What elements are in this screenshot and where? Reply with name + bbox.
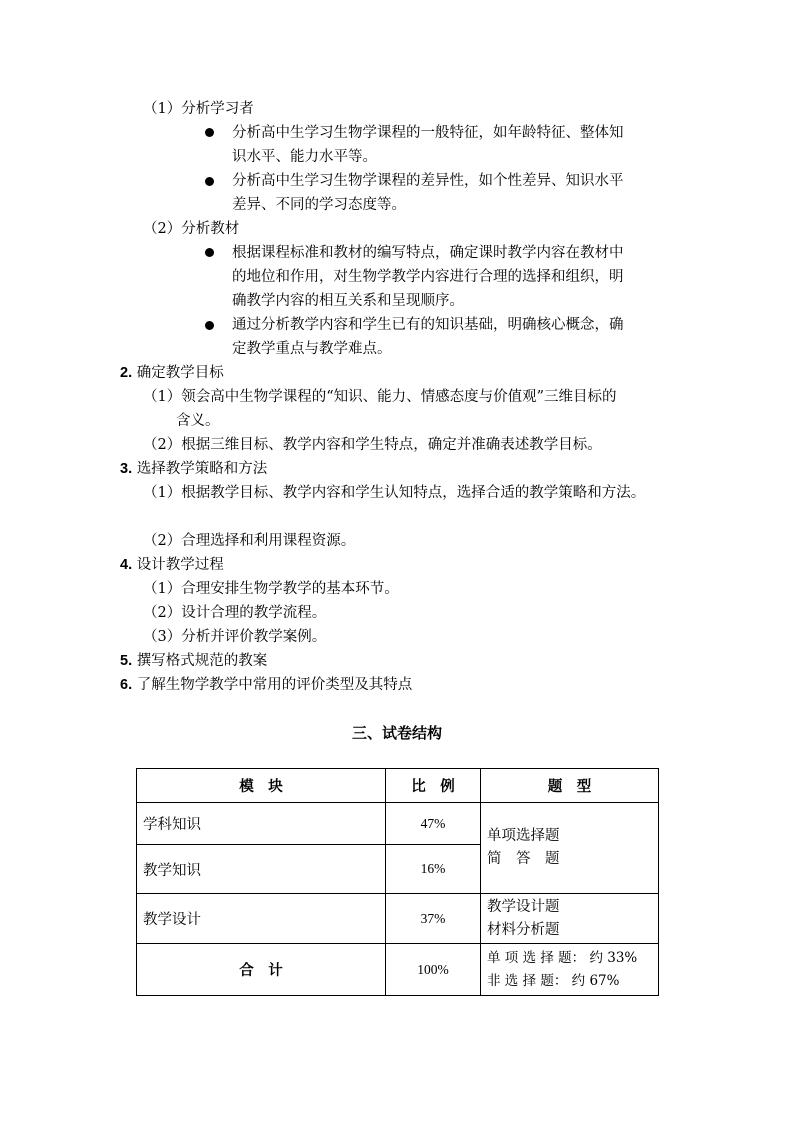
sub-heading-materials: （2）分析教材 [143, 221, 240, 237]
type-cell [481, 894, 659, 944]
item-title: 确定教学目标 [136, 365, 224, 381]
item-title: 设计教学过程 [136, 557, 224, 573]
bullet-text: 识水平、能力水平等。 [232, 149, 377, 165]
list-item-4 [120, 554, 224, 576]
bullet-icon [205, 177, 214, 186]
section-title: 三、试卷结构 [351, 724, 442, 742]
sub-item: （1）合理安排生物学教学的基本环节。 [143, 581, 399, 597]
table-header-row [137, 769, 659, 803]
table-total-row [137, 944, 659, 996]
bullet-text: 分析高中生学习生物学课程的一般特征，如年龄特征、整体知 [232, 125, 624, 141]
module-cell: 教学知识 [137, 845, 386, 894]
header-type: 题 型 [481, 769, 659, 803]
total-type-cell [481, 944, 659, 996]
item-title: 选择教学策略和方法 [136, 461, 268, 477]
type-line: 非 选 择 题： 约 67% [487, 972, 620, 989]
ratio-cell: 37% [386, 894, 481, 944]
bullet-text: 根据课程标准和教材的编写特点，确定课时教学内容在教材中 [232, 245, 624, 261]
bullet-icon [205, 128, 214, 137]
item-number: 5. [120, 653, 133, 669]
module-cell: 教学设计 [137, 894, 386, 944]
sub-item: （2）设计合理的教学流程。 [143, 605, 327, 621]
type-line: 教学设计题 [487, 898, 560, 915]
sub-item: （1）根据教学目标、教学内容和学生认知特点，选择合适的教学策略和方法。 [143, 485, 646, 501]
type-line: 简 答 题 [487, 851, 560, 867]
header-module: 模 块 [137, 769, 386, 803]
bullet-icon [205, 248, 214, 257]
sub-item: （3）分析并评价教学案例。 [143, 629, 327, 645]
item-number: 3. [120, 461, 133, 477]
exam-structure-table [136, 768, 659, 996]
type-cell [481, 803, 659, 894]
ratio-cell: 47% [386, 803, 481, 845]
bullet-icon [205, 321, 214, 330]
total-ratio: 100% [386, 944, 481, 996]
type-line: 材料分析题 [487, 921, 560, 938]
header-ratio: 比 例 [386, 769, 481, 803]
table-row [137, 894, 659, 944]
item-number: 6. [120, 677, 133, 693]
sub-item: （2）根据三维目标、教学内容和学生特点，确定并准确表述教学目标。 [143, 437, 602, 453]
item-title: 撰写格式规范的教案 [136, 653, 268, 669]
total-label: 合 计 [137, 944, 386, 996]
item-title: 了解生物学教学中常用的评价类型及其特点 [136, 677, 413, 693]
list-item-3 [120, 458, 267, 480]
type-line: 单项选择题 [487, 828, 560, 844]
list-item-2 [120, 362, 224, 384]
bullet-text: 通过分析教学内容和学生已有的知识基础，明确核心概念，确 [232, 317, 624, 333]
bullet-text: 的地位和作用，对生物学教学内容进行合理的选择和组织，明 [232, 269, 624, 285]
module-cell: 学科知识 [137, 803, 386, 845]
item-number: 2. [120, 365, 133, 381]
bullet-text: 确教学内容的相互关系和呈现顺序。 [232, 293, 464, 309]
type-line: 单 项 选 择 题： 约 33% [487, 949, 638, 966]
item-number: 4. [120, 557, 133, 573]
sub-heading-learners: （1）分析学习者 [143, 101, 254, 117]
sub-item: 含义。 [176, 413, 220, 429]
sub-item: （2）合理选择和利用课程资源。 [143, 533, 356, 549]
ratio-cell: 16% [386, 845, 481, 894]
table-row [137, 803, 659, 845]
list-item-6 [120, 674, 412, 696]
bullet-text: 分析高中生学习生物学课程的差异性，如个性差异、知识水平 [232, 173, 624, 189]
bullet-text: 差异、不同的学习态度等。 [232, 197, 406, 213]
list-item-5 [120, 650, 267, 672]
bullet-text: 定教学重点与教学难点。 [232, 341, 392, 357]
sub-item: （1）领会高中生物学课程的“知识、能力、情感态度与价值观”三维目标的 [143, 389, 617, 405]
